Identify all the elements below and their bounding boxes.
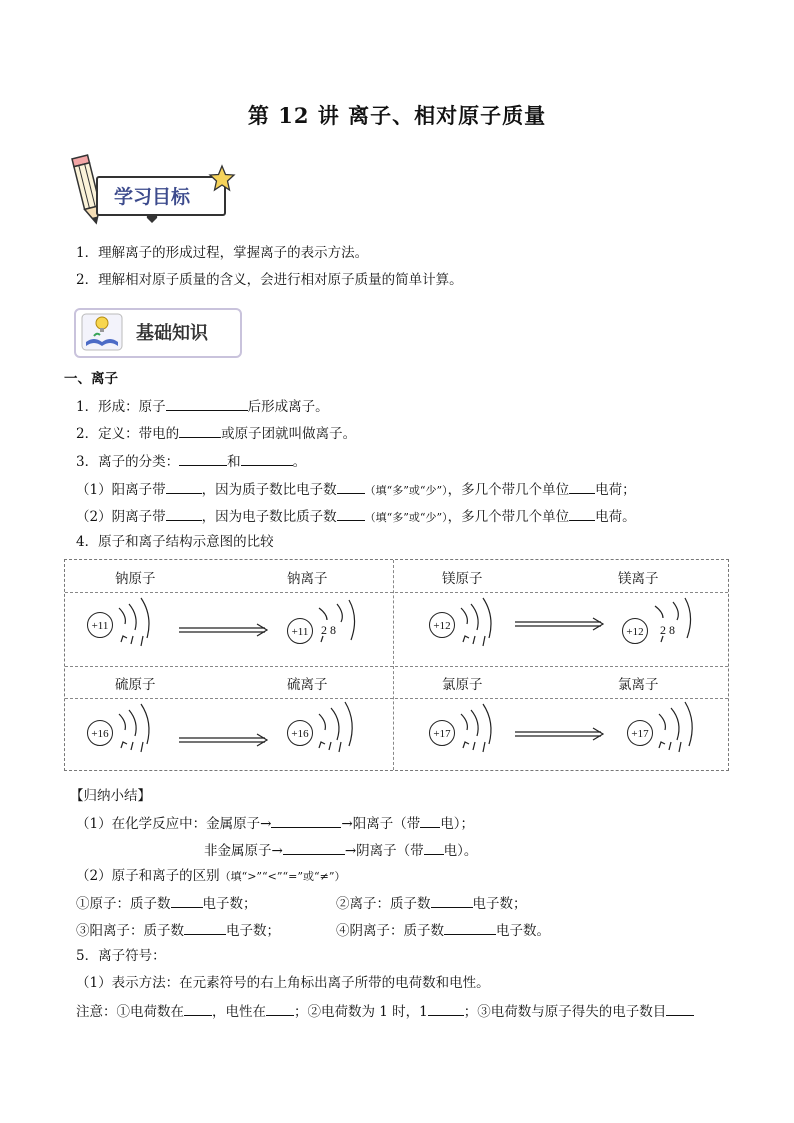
anion-text-b: ，因为电子数比质子数 <box>201 509 337 525</box>
na-ion-shell-electrons: 2 8 <box>321 623 336 637</box>
blank[interactable] <box>166 480 202 494</box>
electron-shell-arc <box>141 704 149 744</box>
blank[interactable] <box>171 894 203 908</box>
heart-icon <box>146 214 158 224</box>
summary-metal-b: →阳离子（带 <box>341 816 421 832</box>
cation-cmp-b: 电子数； <box>226 923 280 939</box>
structure-comparison-table <box>64 559 729 771</box>
electron-shell-arc <box>655 606 663 618</box>
anion-text-c: ，多几个带几个单位 <box>447 509 570 525</box>
cation-cmp-a: ③阳离子：质子数 <box>76 923 184 939</box>
mg-atom-nucleus: +12 <box>429 612 455 638</box>
shell-mark <box>141 742 143 752</box>
na-atom-nucleus: +11 <box>87 612 113 638</box>
notes-d: ；③电荷数与原子得失的电子数目 <box>463 1004 667 1020</box>
notes-a: 注意：①电荷数在 <box>76 1004 184 1020</box>
notes-b: ，电性在 <box>212 1004 266 1020</box>
blank[interactable] <box>179 452 227 466</box>
label-cl-atom: 氯原子 <box>442 677 483 693</box>
blank[interactable] <box>337 507 365 521</box>
electron-shell-arc <box>673 602 678 620</box>
basic-knowledge-banner <box>74 306 242 358</box>
goal-1: 1．理解离子的形成过程，掌握离子的表示方法。 <box>76 245 369 261</box>
cation-text-c: ，多几个带几个单位 <box>447 482 570 498</box>
label-s-atom: 硫原子 <box>115 677 156 693</box>
electron-shell-arc <box>119 714 125 730</box>
blank[interactable] <box>184 1002 212 1016</box>
blank[interactable] <box>428 1002 464 1016</box>
cation-hint: （填“多”或“少”） <box>364 484 448 497</box>
cation-text-b: ，因为质子数比电子数 <box>201 482 337 498</box>
formation-text-b: 后形成离子。 <box>247 399 329 415</box>
electron-shell-arc <box>337 604 342 622</box>
summary-metal-c: 电）； <box>440 816 474 832</box>
electron-shell-arc <box>659 714 665 730</box>
shell-mark <box>483 636 485 646</box>
line-anion-cmp <box>336 921 550 940</box>
blank[interactable] <box>166 397 248 411</box>
label-na-ion: 钠离子 <box>287 571 328 587</box>
classification-text-a: 3．离子的分类： <box>76 454 180 470</box>
s-atom-nucleus: +16 <box>87 720 113 746</box>
shell-mark <box>661 636 663 642</box>
reaction-arrow <box>179 624 267 636</box>
label-mg-atom: 镁原子 <box>442 571 483 587</box>
cl-atom-nucleus: +17 <box>429 720 455 746</box>
blank[interactable] <box>420 814 440 828</box>
blank[interactable] <box>569 507 595 521</box>
summary-nonmetal-c: 电）。 <box>443 843 478 859</box>
blank[interactable] <box>241 452 293 466</box>
electron-shell-arc <box>483 598 491 638</box>
shell-mark <box>121 636 127 642</box>
blank[interactable] <box>431 894 473 908</box>
summary-metal-a: （1）在化学反应中：金属原子→ <box>76 816 272 832</box>
electron-shell-arc <box>471 710 478 736</box>
shell-mark <box>669 742 671 750</box>
shell-mark <box>463 742 469 748</box>
blank[interactable] <box>184 921 226 935</box>
shell-mark <box>339 742 341 752</box>
shell-mark <box>473 636 475 644</box>
label-mg-ion: 镁离子 <box>618 571 659 587</box>
line-cation-anion <box>76 921 280 940</box>
anion-hint: （填“多”或“少”） <box>364 511 448 524</box>
line-cation <box>76 480 636 500</box>
knowledge-banner-label: 基础知识 <box>136 323 208 344</box>
goal-banner-label: 学习目标 <box>114 186 191 208</box>
anion-cmp-c: ④阴离子：质子数 <box>336 923 444 939</box>
atom-text-a: ①原子：质子数 <box>76 896 171 912</box>
electron-shell-arc <box>319 608 327 620</box>
section-ions-heading: 一、离子 <box>64 371 118 387</box>
goal-2: 2．理解相对原子质量的含义，会进行相对原子质量的简单计算。 <box>76 272 463 288</box>
atom-text-b: 电子数； <box>202 896 257 912</box>
label-na-atom: 钠原子 <box>115 571 156 587</box>
learning-goals-banner <box>68 156 238 228</box>
shell-mark <box>141 636 143 646</box>
line-notes <box>76 1002 694 1021</box>
label-s-ion: 硫离子 <box>287 677 328 693</box>
line-ion <box>336 894 527 913</box>
line-summary-nonmetal <box>204 841 477 860</box>
shell-mark <box>659 742 665 748</box>
line-compare-heading: 4．原子和离子结构示意图的比较 <box>76 534 274 550</box>
classification-text-c: 。 <box>292 454 307 470</box>
line-ion-symbol: 5．离子符号： <box>76 948 166 964</box>
shell-mark <box>463 636 469 642</box>
electron-shell-arc <box>483 704 491 744</box>
summary-nonmetal-b: →阴离子（带 <box>344 843 424 859</box>
electron-shell-arc <box>471 604 478 630</box>
formation-text-a: 1．形成：原子 <box>76 399 166 415</box>
lightbulb-book-icon <box>80 310 124 354</box>
anion-cmp-d: 电子数。 <box>496 923 550 939</box>
anion-text-d: 电荷。 <box>595 509 636 525</box>
blank[interactable] <box>666 1002 694 1016</box>
line-classification <box>76 452 306 471</box>
electron-shell-arc <box>345 702 352 746</box>
shell-mark <box>483 742 485 752</box>
line-definition <box>76 424 356 443</box>
line-atom-ion <box>76 894 257 913</box>
line-formation <box>76 397 329 416</box>
electron-shell-arc <box>461 608 467 624</box>
summary-nonmetal-a: 非金属原子→ <box>204 843 283 859</box>
electron-shell-arc <box>319 714 325 730</box>
blank[interactable] <box>569 480 595 494</box>
summary-heading: 【归纳小结】 <box>70 788 151 804</box>
summary-difference-hint: （填“>”“<”“=”或“≠”） <box>219 870 346 883</box>
line-summary-metal <box>76 814 474 833</box>
shell-mark <box>319 742 325 748</box>
s-ion-nucleus: +16 <box>287 720 313 746</box>
electron-shell-arc <box>331 708 339 740</box>
blank[interactable] <box>266 1002 294 1016</box>
electron-shell-arc <box>119 608 125 624</box>
electron-shell-arc <box>129 710 136 736</box>
shell-mark <box>473 742 475 750</box>
mg-ion-nucleus: +12 <box>622 618 648 644</box>
shell-mark <box>679 742 681 752</box>
line-summary-difference <box>76 867 345 886</box>
reaction-arrow <box>179 734 267 746</box>
na-ion-nucleus: +11 <box>287 618 313 644</box>
classification-text-b: 和 <box>227 454 241 470</box>
blank[interactable] <box>179 424 221 438</box>
line-representation: （1）表示方法：在元素符号的右上角标出离子所带的电荷数和电性。 <box>76 975 490 991</box>
shell-mark <box>121 742 127 748</box>
definition-text-b: 或原子团就叫做离子。 <box>221 426 357 442</box>
shell-arcs-and-arrows <box>65 560 730 772</box>
blank[interactable] <box>283 841 345 855</box>
label-cl-ion: 氯离子 <box>618 677 659 693</box>
summary-difference-a: （2）原子和离子的区别 <box>76 868 220 884</box>
anion-text-a: （2）阴离子带 <box>76 509 166 525</box>
blank[interactable] <box>337 480 365 494</box>
star-icon <box>208 164 236 192</box>
blank[interactable] <box>271 814 341 828</box>
notes-c: ；②电荷数为 1 时，1 <box>294 1004 428 1020</box>
shell-mark <box>131 636 133 644</box>
cation-text-a: （1）阳离子带 <box>76 482 166 498</box>
page-title: 第 12 讲 离子、相对原子质量 <box>247 103 547 128</box>
definition-text-a: 2．定义：带电的 <box>76 426 180 442</box>
ion-text-d: 电子数； <box>472 896 527 912</box>
mg-ion-shell-electrons: 2 8 <box>660 623 675 637</box>
shell-mark <box>321 636 323 642</box>
cation-text-d: 电荷； <box>595 482 636 498</box>
electron-shell-arc <box>671 708 679 740</box>
line-anion <box>76 507 636 527</box>
blank[interactable] <box>444 921 496 935</box>
electron-shell-arc <box>349 600 355 640</box>
reaction-arrow <box>515 618 603 630</box>
ion-text-c: ②离子：质子数 <box>336 896 431 912</box>
shell-mark <box>131 742 133 750</box>
electron-shell-arc <box>129 604 136 630</box>
electron-shell-arc <box>685 598 691 638</box>
electron-shell-arc <box>685 702 692 746</box>
electron-shell-arc <box>141 598 149 638</box>
shell-mark <box>329 742 331 750</box>
cl-ion-nucleus: +17 <box>627 720 653 746</box>
reaction-arrow <box>515 728 603 740</box>
blank[interactable] <box>166 507 202 521</box>
electron-shell-arc <box>461 714 467 730</box>
blank[interactable] <box>424 841 444 855</box>
